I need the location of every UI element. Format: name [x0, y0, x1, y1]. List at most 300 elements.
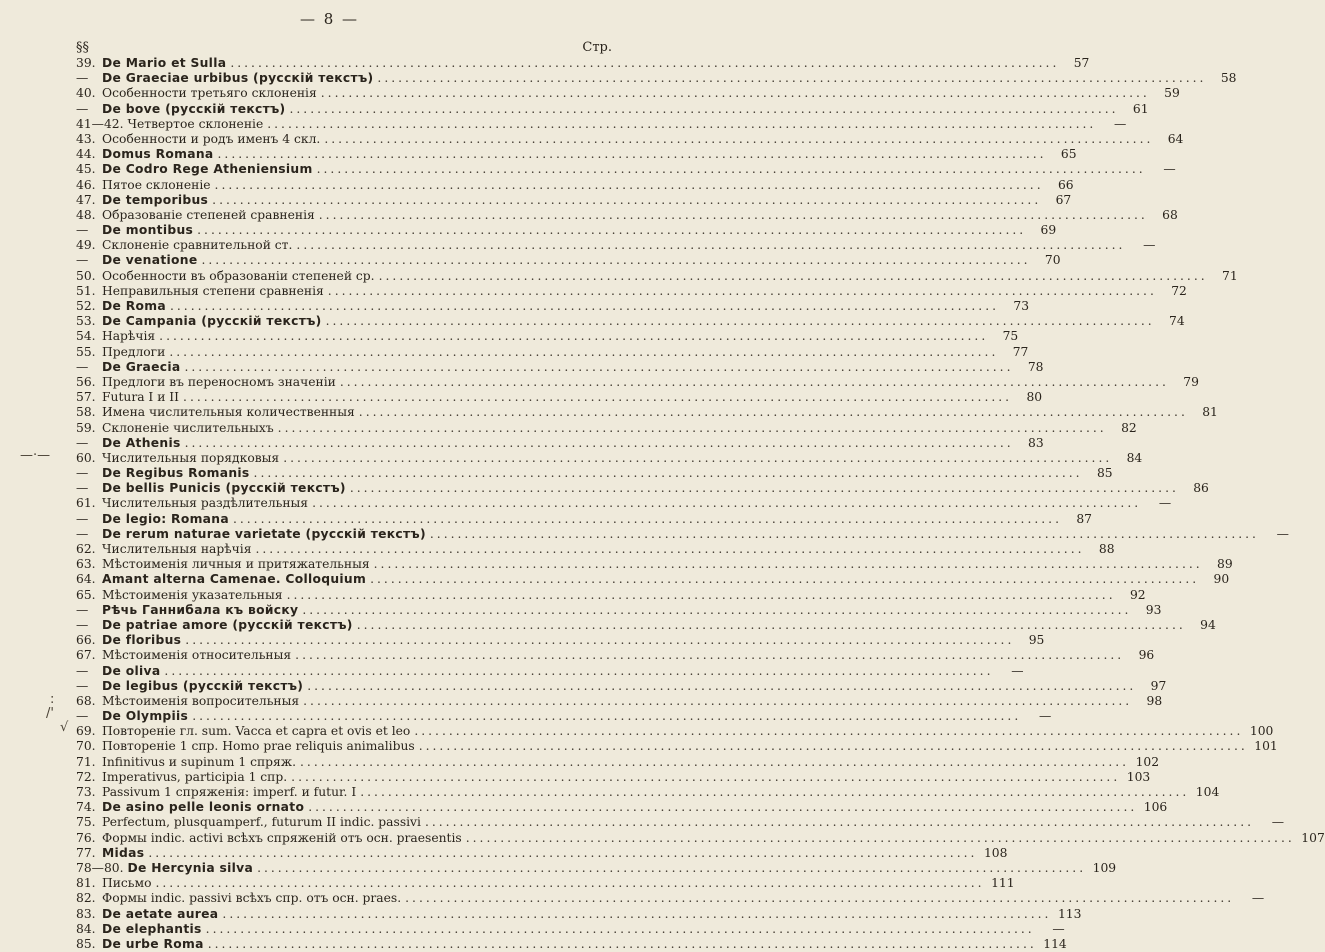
dot-leader: ........................................................................................................................	[155, 876, 985, 891]
dot-leader: ........................................................................................................................	[324, 131, 1154, 146]
entry-title: De Codro Rege Atheniensium	[102, 162, 313, 177]
entry-title: Мѣстоименія указательныя	[102, 587, 283, 602]
entry-title: De bellis Punicis (русскій текстъ)	[102, 481, 346, 496]
entry-title: De rerum naturae varietate (русскій текстъ)	[102, 526, 426, 541]
entry-title: De venatione	[102, 253, 198, 268]
entry-page: 96	[1138, 648, 1155, 663]
entry-number: 64.	[76, 572, 96, 587]
entry-page: 113	[1057, 906, 1082, 921]
entry-page: —	[1052, 921, 1065, 936]
toc-entry	[76, 481, 1209, 496]
dot-leader: ........................................................................................................................	[159, 329, 989, 344]
entry-title: Числительныя нарѣчія	[102, 542, 252, 556]
entry-page: 88	[1098, 542, 1115, 556]
dot-leader: ........................................................................................................................	[349, 481, 1179, 496]
entry-title: De patriae amore (русскій текстъ)	[102, 617, 353, 632]
entry-title: Числительныя порядковыя	[102, 450, 280, 465]
entry-page: 65	[1060, 147, 1077, 162]
entry-number: —	[76, 678, 89, 693]
dot-leader: ........................................................................................................................	[325, 314, 1155, 329]
entry-number: 85.	[76, 936, 96, 951]
entry-number: 44.	[76, 147, 96, 162]
dot-leader: ........................................................................................................................	[303, 693, 1133, 708]
entry-page: 89	[1217, 557, 1233, 572]
entry-title: De urbe Roma	[102, 936, 204, 951]
entry-title: De Mario et Sulla	[102, 56, 227, 70]
entry-page: —	[1163, 162, 1176, 177]
entry-page: 58	[1220, 71, 1237, 86]
toc-entry	[76, 815, 1285, 830]
entry-title: De floribus	[102, 633, 182, 648]
entry-page: 82	[1121, 420, 1137, 435]
toc-entry	[76, 314, 1185, 329]
dot-leader: ........................................................................................................................	[424, 815, 1255, 830]
entry-page: 85	[1096, 466, 1113, 481]
toc-entry	[76, 693, 1163, 709]
dot-leader: ........................................................................................................................	[164, 663, 994, 678]
dot-leader: ........................................................................................................................	[201, 253, 1031, 268]
entry-page: 74	[1169, 314, 1185, 329]
dot-leader: ........................................................................................................................	[192, 709, 1022, 724]
entry-page: 66	[1057, 177, 1074, 192]
entry-title: Формы indic. activi всѣхъ спряженій отъ осн. praesentis	[102, 830, 462, 845]
entry-number: 43.	[76, 131, 96, 146]
margin-pencil-mark: /'	[46, 706, 54, 721]
entry-number: —	[76, 101, 89, 116]
toc-entry	[76, 663, 1024, 679]
entry-number: —	[76, 602, 89, 617]
entry-number: 61.	[76, 496, 96, 511]
entry-number: 57.	[76, 390, 96, 405]
dot-leader: ........................................................................................................................	[370, 572, 1200, 587]
toc-entry	[76, 936, 1067, 952]
dot-leader: ........................................................................................................................	[214, 177, 1044, 192]
entry-page: —	[1276, 526, 1289, 541]
dot-leader: ........................................................................................................................	[207, 936, 1037, 951]
entry-title: De Graeciae urbibus (русскій текстъ)	[102, 71, 374, 86]
entry-number: 75.	[76, 815, 96, 830]
toc-entry	[76, 238, 1156, 253]
toc-entry	[76, 116, 1127, 132]
dot-leader: ........................................................................................................................	[232, 511, 1062, 526]
toc-entry	[76, 56, 1090, 71]
dot-leader: ........................................................................................................................	[302, 602, 1132, 617]
dot-leader: ........................................................................................................................	[429, 526, 1259, 541]
toc-entry	[76, 617, 1216, 633]
entry-page: 107	[1301, 830, 1325, 845]
margin-pencil-mark: —·—	[20, 448, 51, 463]
toc-entry	[76, 511, 1092, 527]
dot-leader: ........................................................................................................................	[283, 450, 1113, 465]
entry-title: Domus Romana	[102, 147, 214, 162]
entry-page: 71	[1222, 268, 1238, 283]
entry-title: De legio: Romana	[102, 511, 229, 526]
entry-title: De elephantis	[102, 921, 202, 936]
entry-number: 84.	[76, 921, 96, 936]
dot-leader: ........................................................................................................................	[184, 435, 1014, 450]
entry-title: Perfectum, plusquamperf., futurum II indic. passivi	[102, 815, 421, 830]
toc-entry	[76, 177, 1074, 193]
entry-title: Особенности и родъ именъ 4 скл.	[102, 131, 321, 146]
toc-entry	[76, 359, 1044, 375]
dot-leader: ........................................................................................................................	[405, 891, 1235, 906]
toc-entry	[76, 557, 1233, 572]
entry-number: —	[76, 253, 89, 268]
entry-title: Imperativus, participia 1 спр.	[102, 769, 288, 784]
dot-leader: ........................................................................................................................	[230, 56, 1060, 70]
dot-leader: ........................................................................................................................	[289, 101, 1119, 116]
entry-title: Infinitivus и supinum 1 спряж.	[102, 754, 297, 769]
dot-leader: ........................................................................................................................	[339, 374, 1169, 389]
entry-page: 103	[1126, 769, 1151, 784]
dot-leader: ........................................................................................................................	[277, 420, 1107, 435]
entry-page: 102	[1135, 754, 1160, 769]
entry-page: 77	[1012, 344, 1029, 359]
entry-number: 55.	[76, 344, 96, 359]
entry-number: —	[76, 71, 89, 86]
entry-title: Особенности третьяго склоненія	[102, 86, 317, 101]
entry-page: 95	[1028, 633, 1045, 648]
toc-entry	[76, 390, 1043, 405]
margin-pencil-mark: :	[50, 692, 55, 707]
entry-number: 52.	[76, 299, 96, 313]
entry-title: De Campania (русскій текстъ)	[102, 314, 322, 329]
entry-title: Futura I и II	[102, 390, 180, 405]
entry-title: Склоненіе сравнительной ст.	[102, 238, 293, 253]
toc-entry	[76, 891, 1265, 906]
entry-title: Повтореніе гл. sum. Vacca et capra et ovis et leo	[102, 724, 411, 739]
entry-title: De aetate aurea	[102, 906, 219, 921]
dot-leader: ........................................................................................................................	[318, 207, 1148, 222]
toc-entry	[76, 223, 1057, 238]
entry-number: 63.	[76, 557, 96, 572]
entry-number: —	[76, 526, 89, 541]
entry-page: 72	[1171, 283, 1187, 298]
entry-page: —	[1038, 709, 1052, 724]
entry-number: 66.	[76, 633, 96, 648]
entry-page: 93	[1145, 602, 1162, 617]
dot-leader: ........................................................................................................................	[169, 299, 1000, 313]
entry-page: 101	[1254, 739, 1278, 754]
toc-entry	[76, 450, 1143, 466]
dot-leader: ........................................................................................................................	[377, 71, 1207, 86]
toc-entry	[76, 86, 1180, 101]
toc-entry	[76, 268, 1238, 284]
entry-number: 71.	[76, 754, 96, 769]
entry-title: Amant alterna Camenae. Colloquium	[102, 572, 367, 587]
entry-page: 106	[1143, 800, 1168, 815]
entry-title: De Athenis	[102, 435, 181, 450]
entry-title: De Hercynia silva	[127, 860, 254, 875]
entry-number: —	[76, 709, 89, 724]
toc-entry	[76, 253, 1061, 268]
entry-number: —	[76, 617, 89, 632]
toc-entry	[76, 131, 1184, 147]
entry-number: 68.	[76, 693, 96, 708]
entry-number: 58.	[76, 405, 96, 420]
dot-leader: ........................................................................................................................	[327, 283, 1157, 298]
entry-number: 59.	[76, 420, 96, 435]
dot-leader: ........................................................................................................................	[360, 785, 1190, 799]
entry-page: 84	[1126, 450, 1143, 465]
toc-entry	[76, 71, 1237, 86]
dot-leader: ........................................................................................................................	[205, 921, 1035, 936]
entry-number: 46.	[76, 177, 96, 192]
toc-entry	[76, 754, 1160, 770]
dot-leader: ........................................................................................................................	[316, 162, 1146, 177]
entry-title: Предлоги въ переносномъ значеніи	[102, 374, 336, 389]
toc-entry	[76, 542, 1115, 557]
entry-number: 67.	[76, 648, 96, 663]
entry-title: Имена числительныя количественныя	[102, 405, 355, 420]
entry-number: —	[76, 223, 89, 238]
dot-leader: ........................................................................................................................	[217, 147, 1047, 162]
entry-title: De bove (русскій текстъ)	[102, 101, 286, 116]
toc-entry	[76, 648, 1155, 663]
toc-entry	[76, 906, 1082, 922]
toc-entry	[76, 678, 1167, 694]
entry-page: 97	[1150, 678, 1167, 693]
entry-page: 114	[1043, 936, 1067, 951]
entry-title: Особенности въ образованіи степеней ср.	[102, 268, 375, 283]
entry-number: 72.	[76, 769, 96, 784]
entry-title: Passivum 1 спряженія: imperf. и futur. I	[102, 785, 357, 799]
entry-number: 39.	[76, 56, 96, 70]
table-of-contents	[76, 56, 1325, 952]
entry-number: 41—42.	[76, 116, 124, 131]
toc-entry	[76, 785, 1220, 800]
entry-title: De Regibus Romanis	[102, 466, 250, 481]
entry-number: 51.	[76, 283, 96, 298]
toc-entry	[76, 207, 1178, 223]
page-number: — 8 —	[299, 10, 360, 28]
entry-title: Числительныя раздѣлительныя	[102, 496, 309, 511]
toc-header	[76, 40, 612, 55]
entry-title: De montibus	[102, 223, 194, 238]
entry-number: 73.	[76, 785, 96, 799]
dot-leader: ........................................................................................................................	[257, 860, 1087, 875]
entry-number: —	[76, 466, 89, 481]
dot-leader: ........................................................................................................................	[183, 390, 1013, 405]
entry-number: 53.	[76, 314, 96, 329]
toc-entry	[76, 800, 1168, 815]
dot-leader: ........................................................................................................................	[312, 496, 1142, 511]
dot-leader: ........................................................................................................................	[291, 769, 1121, 784]
toc-entry	[76, 405, 1218, 420]
entry-number: 78—80.	[76, 860, 124, 875]
toc-entry	[76, 921, 1065, 937]
entry-number: —	[76, 663, 89, 678]
entry-title: De Olympiis	[102, 709, 189, 724]
entry-page: 94	[1200, 617, 1216, 632]
entry-page: 57	[1073, 56, 1090, 70]
dot-leader: ........................................................................................................................	[148, 845, 978, 860]
entry-page: 108	[983, 845, 1008, 860]
dot-leader: ........................................................................................................................	[308, 800, 1138, 815]
toc-entry	[76, 496, 1172, 511]
entry-title: Мѣстоименія относительныя	[102, 648, 292, 663]
entry-number: 54.	[76, 329, 96, 344]
toc-entry	[76, 329, 1019, 344]
entry-title: Нарѣчія	[102, 329, 156, 344]
entry-page: 80	[1026, 390, 1043, 405]
entry-number: 62.	[76, 542, 96, 556]
entry-page: —	[1143, 238, 1156, 253]
entry-page: 83	[1028, 435, 1044, 450]
entry-page: 79	[1183, 374, 1199, 389]
entry-number: 83.	[76, 906, 96, 921]
entry-page: 70	[1044, 253, 1061, 268]
entry-title: Письмо	[102, 876, 152, 891]
entry-page: —	[1011, 663, 1024, 678]
entry-title: De Graecia	[102, 359, 181, 374]
entry-page: 64	[1167, 131, 1184, 146]
entry-number: 48.	[76, 207, 96, 222]
entry-page: 92	[1129, 587, 1146, 602]
dot-leader: ........................................................................................................................	[320, 86, 1150, 101]
entry-title: Четвертое склоненіе	[127, 116, 264, 131]
dot-leader: ........................................................................................................................	[378, 268, 1208, 283]
entry-page: 81	[1202, 405, 1218, 420]
entry-title: Мѣстоименія вопросительныя	[102, 693, 300, 708]
page-column-label: Стр.	[582, 40, 612, 55]
entry-page: 100	[1249, 724, 1274, 739]
dot-leader: ........................................................................................................................	[267, 116, 1097, 131]
entry-page: 73	[1013, 299, 1030, 313]
dot-leader: ........................................................................................................................	[418, 739, 1248, 754]
dot-leader: ........................................................................................................................	[286, 587, 1116, 602]
entry-title: Рѣчь Ганнибала къ войску	[102, 602, 299, 617]
entry-number: 47.	[76, 192, 96, 207]
toc-entry	[76, 466, 1113, 481]
entry-page: 59	[1164, 86, 1180, 101]
entry-page: 104	[1195, 785, 1220, 799]
dot-leader: ........................................................................................................................	[373, 557, 1203, 572]
entry-number: 77.	[76, 845, 96, 860]
entry-page: —	[1271, 815, 1285, 830]
entry-page: 68	[1162, 207, 1178, 222]
entry-page: 109	[1092, 860, 1117, 875]
toc-entry	[76, 602, 1162, 618]
toc-entry	[76, 830, 1325, 846]
margin-pencil-mark: √	[60, 720, 69, 735]
toc-entry	[76, 876, 1015, 891]
dot-leader: ........................................................................................................................	[300, 754, 1130, 769]
entry-title: Midas	[102, 845, 145, 860]
dot-leader: ........................................................................................................................	[295, 648, 1125, 663]
toc-entry	[76, 769, 1151, 785]
toc-entry	[76, 101, 1149, 117]
entry-title: Пятое склоненіе	[102, 177, 211, 192]
entry-number: 70.	[76, 739, 96, 754]
entry-number: 60.	[76, 450, 96, 465]
entry-title: De oliva	[102, 663, 161, 678]
dot-leader: ........................................................................................................................	[414, 724, 1244, 739]
toc-entry	[76, 587, 1146, 603]
toc-entry	[76, 147, 1077, 162]
toc-entry	[76, 299, 1030, 314]
entry-title: Формы indic. passivi всѣхъ спр. отъ осн. praes.	[102, 891, 402, 906]
entry-page: 98	[1146, 693, 1163, 708]
entry-title: De asino pelle leonis ornato	[102, 800, 305, 815]
toc-entry	[76, 633, 1045, 648]
entry-title: Мѣстоименія личныя и притяжательныя	[102, 557, 370, 572]
toc-entry	[76, 572, 1230, 587]
entry-page: —	[1251, 891, 1265, 906]
entry-number: 40.	[76, 86, 96, 101]
dot-leader: ........................................................................................................................	[185, 633, 1015, 648]
entry-title: De Roma	[102, 299, 166, 313]
toc-entry	[76, 739, 1278, 754]
entry-page: 75	[1002, 329, 1019, 344]
dot-leader: ........................................................................................................................	[356, 617, 1186, 632]
entry-number: 74.	[76, 800, 96, 815]
toc-entry	[76, 283, 1187, 299]
entry-page: —	[1114, 116, 1127, 131]
dot-leader: ........................................................................................................................	[253, 466, 1083, 481]
entry-number: —	[76, 359, 89, 374]
entry-number: —	[76, 511, 89, 526]
dot-leader: ........................................................................................................................	[307, 678, 1137, 693]
entry-number: —	[76, 481, 89, 496]
toc-entry	[76, 374, 1199, 390]
dot-leader: ........................................................................................................................	[255, 542, 1085, 556]
entry-number: 65.	[76, 587, 96, 602]
toc-entry	[76, 344, 1029, 360]
entry-page: 69	[1040, 223, 1057, 238]
toc-entry	[76, 435, 1044, 451]
toc-entry	[76, 526, 1289, 542]
entry-page: 78	[1027, 359, 1044, 374]
entry-page: 90	[1213, 572, 1230, 587]
entry-number: 76.	[76, 830, 96, 845]
entry-number: 81.	[76, 876, 96, 891]
dot-leader: ........................................................................................................................	[212, 192, 1042, 207]
entry-number: 49.	[76, 238, 96, 253]
entry-title: De temporibus	[102, 192, 209, 207]
entry-number: 82.	[76, 891, 96, 906]
toc-entry	[76, 724, 1274, 739]
toc-entry	[76, 420, 1137, 436]
dot-leader: ........................................................................................................................	[296, 238, 1126, 253]
dot-leader: ........................................................................................................................	[184, 359, 1014, 374]
entry-page: 61	[1132, 101, 1149, 116]
dot-leader: ........................................................................................................................	[169, 344, 999, 359]
entry-title: Предлоги	[102, 344, 166, 359]
toc-entry	[76, 845, 1008, 861]
entry-title: Повтореніе 1 спр. Homo prae reliquis animalibus	[102, 739, 415, 754]
entry-title: De legibus (русскій текстъ)	[102, 678, 304, 693]
entry-title: Неправильныя степени сравненія	[102, 283, 324, 298]
entry-page: —	[1158, 496, 1172, 511]
dot-leader: ........................................................................................................................	[358, 405, 1188, 420]
toc-entry	[76, 709, 1052, 724]
entry-number: 45.	[76, 162, 96, 177]
entry-number: 69.	[76, 724, 96, 739]
section-column-label: §§	[76, 40, 89, 55]
entry-page: 87	[1076, 511, 1092, 526]
entry-page: 86	[1193, 481, 1209, 496]
entry-page: 111	[991, 876, 1015, 891]
dot-leader: ........................................................................................................................	[197, 223, 1027, 238]
toc-entry	[76, 162, 1176, 177]
entry-number: 50.	[76, 268, 96, 283]
dot-leader: ........................................................................................................................	[222, 906, 1052, 921]
entry-page: 67	[1055, 192, 1072, 207]
entry-title: Образованіе степеней сравненія	[102, 207, 315, 222]
entry-number: 56.	[76, 374, 96, 389]
toc-entry	[76, 192, 1072, 208]
